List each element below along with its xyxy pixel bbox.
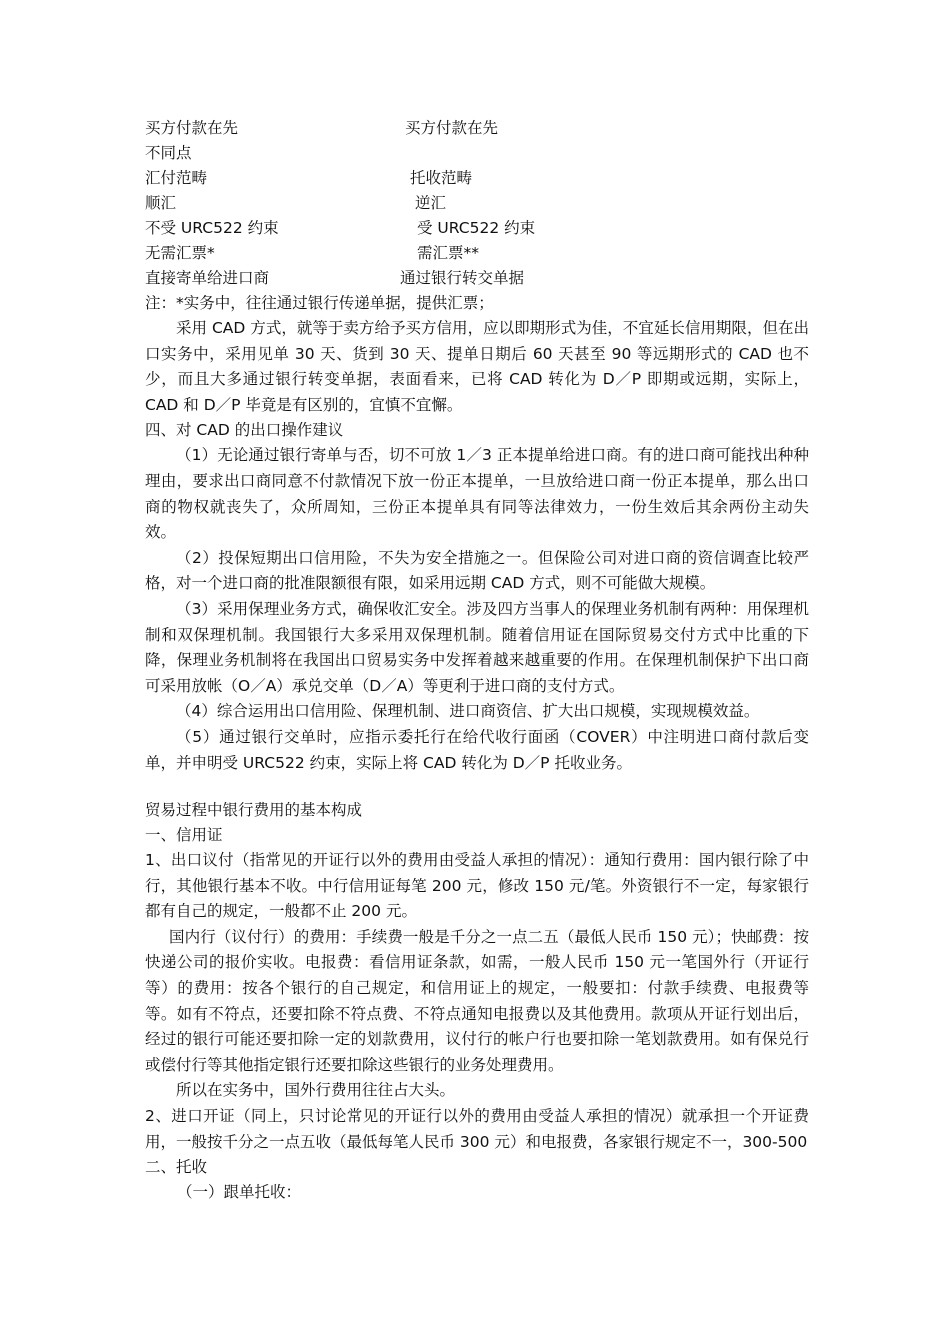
comparison-table [145, 116, 809, 291]
lc-heading: 一、信用证 [145, 826, 223, 845]
comparison-row [145, 141, 809, 166]
spacer [145, 776, 809, 798]
lc-item-1: 1、出口议付（指常见的开证行以外的费用由受益人承担的情况）：通知行费用：国内银行除了中行，其他银行基本不收。中行信用证每笔 200 元，修改 150 元/笔。外资银行不一定，每家银行都有自己的规定，一般都不止 200 元。 [145, 851, 809, 921]
lc-item-2: 2、进口开证（同上，只讨论常见的开证行以外的费用由受益人承担的情况）就承担一个开证费用，一般按千分之一点五收（最低每笔人民币 300 元）和电报费，各家银行规定不一，300-500 [145, 1107, 809, 1151]
comparison-left: 顺汇 [145, 194, 177, 212]
comparison-right: 托收范畴 [410, 169, 473, 187]
comparison-right: 买方付款在先 [405, 119, 499, 137]
comparison-left: 无需汇票* [145, 244, 215, 262]
document-page [145, 116, 809, 1205]
comparison-row [145, 116, 809, 141]
section-4-item: （1）无论通过银行寄单与否，切不可放 1／3 正本提单给进口商。有的进口商可能找出种种理由，要求出口商同意不付款情况下放一份正本提单，一旦放给进口商一份正本提单，那么出口商的物权就丧失了，众所周知，三份正本提单具有同等法律效力，一份生效后其余两份主动失效。 [145, 446, 809, 542]
comparison-row [145, 166, 809, 191]
comparison-right: 需汇票** [417, 244, 480, 262]
section-4-heading: 四、对 CAD 的出口操作建议 [145, 421, 344, 440]
lc-summary: 所以在实务中，国外行费用往往占大头。 [176, 1081, 456, 1100]
comparison-right: 逆汇 [415, 194, 447, 212]
comparison-right: 受 URC522 约束 [417, 219, 536, 237]
comparison-left: 汇付范畴 [145, 169, 208, 187]
collection-subheading: （一）跟单托收： [177, 1183, 302, 1202]
section-4-item: （2）投保短期出口信用险，不失为安全措施之一。但保险公司对进口商的资信调查比较严格，对一个进口商的批准限额很有限，如采用远期 CAD 方式，则不可能做大规模。 [145, 548, 809, 593]
comparison-row [145, 266, 809, 291]
comparison-row [145, 241, 809, 266]
lc-domestic-fees: 国内行（议付行）的费用：手续费一般是千分之一点二五（最低人民币 150 元）；快邮费：按快递公司的报价实收。电报费：看信用证条款，如需，一般人民币 150 元一笔国外行（开证行等）的费用：按各个银行的自己规定，和信用证上的规定，一般要扣：付款手续费、电报费等等。如有不符点，还要扣除不符点费、不符点通知电报费以及其他费用。款项从开证行划出后，经过的银行可能还要扣除一定的划款费用，议付行的帐户行也要扣除一笔划款费用。如有保兑行或偿付行等其他指定银行还要扣除这些银行的业务处理费用。 [145, 927, 809, 1074]
comparison-right: 通过银行转交单据 [400, 269, 525, 287]
section-4-item: （4）综合运用出口信用险、保理机制、进口商资信、扩大出口规模，实现规模效益。 [176, 702, 760, 721]
comparison-left: 买方付款在先 [145, 119, 239, 137]
comparison-left: 不同点 [145, 144, 192, 162]
section-4-item: （5）通过银行交单时，应指示委托行在给代收行面函（COVER）中注明进口商付款后变单，并申明受 URC522 约束，实际上将 CAD 转化为 D／P 托收业务。 [145, 727, 809, 772]
section-4-item: （3）采用保理业务方式，确保收汇安全。涉及四方当事人的保理业务机制有两种：用保理机制和双保理机制。我国银行大多采用双保理机制。随着信用证在国际贸易交付方式中比重的下降，保理业务机制将在我国出口贸易实务中发挥着越来越重要的作用。在保理机制保护下出口商可采用放帐（O／A）承兑交单（D／A）等更利于进口商的支付方式。 [145, 599, 809, 695]
comparison-left: 不受 URC522 约束 [145, 219, 279, 237]
collection-heading: 二、托收 [145, 1158, 208, 1177]
comparison-row [145, 191, 809, 216]
cad-paragraph: 采用 CAD 方式，就等于卖方给予买方信用，应以即期形式为佳，不宜延长信用期限，但在出口实务中，采用见单 30 天、货到 30 天、提单日期后 60 天甚至 90 等远期形式的 CAD 也不少，而且大多通过银行转变单据，表面看来，已将 CAD 转化为 D／P 即期或远期，实际上，CAD 和 D／P 毕竟是有区别的，宜慎不宜懈。 [145, 319, 809, 414]
comparison-left: 直接寄单给进口商 [145, 269, 270, 287]
note-line: 注：*实务中，往往通过银行传递单据，提供汇票； [145, 294, 494, 312]
fees-heading: 贸易过程中银行费用的基本构成 [145, 801, 363, 820]
comparison-row [145, 216, 809, 241]
